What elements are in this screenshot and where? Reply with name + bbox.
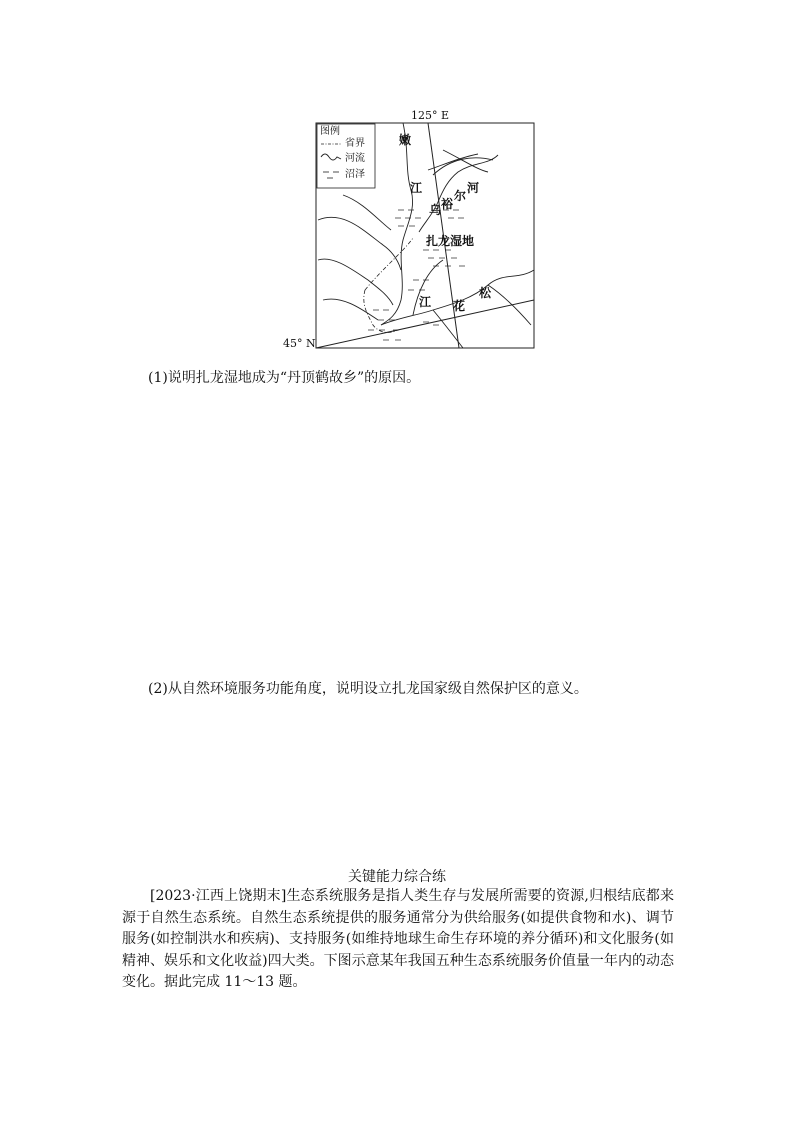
label-jiang-2: 江 [419, 295, 432, 309]
question-2: (2)从自然环境服务功能角度，说明设立扎龙国家级自然保护区的意义。 [148, 681, 588, 697]
question-1: (1)说明扎龙湿地成为“丹顶鹤故乡”的原因。 [148, 370, 421, 386]
marsh-areas [368, 210, 465, 340]
label-yu: 裕 [441, 197, 454, 211]
map-drawing [283, 110, 543, 352]
legend-label-river: 河流 [345, 153, 365, 164]
parallel-label: 45° N [283, 337, 316, 350]
label-jiang-1: 江 [410, 181, 423, 195]
wetland-map [283, 110, 543, 352]
label-he: 河 [467, 181, 480, 195]
label-zhalong-wetland: 扎龙湿地 [426, 234, 475, 248]
province-boundary [364, 238, 413, 332]
meridian-label: 125° E [411, 109, 450, 122]
section-title: 关键能力综合练 [348, 869, 446, 885]
label-hua: 花 [453, 299, 466, 313]
label-wu: 乌 [429, 203, 442, 217]
legend-label-boundary: 省界 [345, 138, 365, 149]
label-er: 尔 [454, 189, 467, 203]
legend-label-marsh: 沼泽 [345, 169, 365, 180]
section-paragraph: [2023·江西上饶期末]生态系统服务是指人类生存与发展所需要的资源,归根结底都来源于自然生态系统。自然生态系统提供的服务通常分为供给服务(如提供食物和水)、调节服务(如控制洪水和疾病)、支持服务(如维持地球生命生存环境的养分循环)和文化服务(如精神、娱乐和文化收益)四大类。下图示意某年我国五种生态系统服务价值量一年内的动态变化。据此完成 11～13 题。 [122, 888, 674, 990]
legend-title: 图例 [320, 126, 340, 137]
label-nen: 嫩 [399, 133, 412, 147]
label-song: 松 [479, 286, 492, 300]
